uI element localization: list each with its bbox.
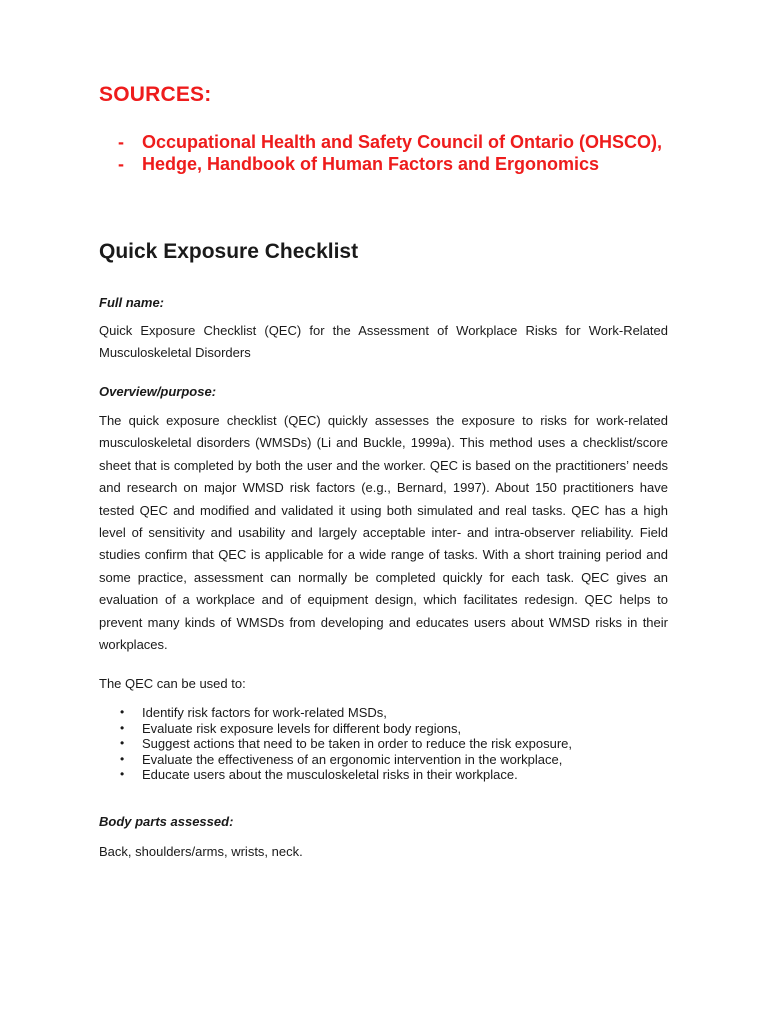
source-text: Occupational Health and Safety Council of Ontario (OHSCO), [142,132,663,152]
dash-bullet: - [118,132,124,152]
body-parts-text: Back, shoulders/arms, wrists, neck. [99,844,303,859]
source-text: Hedge, Handbook of Human Factors and Ergonomics [142,154,600,174]
body-parts-label: Body parts assessed: [99,814,234,829]
list-item [120,752,680,768]
list-item-text: Suggest actions that need to be taken in order to reduce the risk exposure, [142,736,572,751]
list-item [120,705,680,721]
list-item-text: Evaluate the effectiveness of an ergonomic intervention in the workplace, [142,751,563,767]
bullet-dot: • [120,720,125,735]
full-name-label: Full name: [99,295,165,310]
uses-intro: The QEC can be used to: [99,676,246,691]
page-title: Quick Exposure Checklist [99,240,359,263]
bullet-dot: • [120,736,125,750]
list-item [120,736,680,752]
list-item [120,767,680,783]
source-item [118,131,678,153]
overview-paragraph: The quick exposure checklist (QEC) quickly assesses the exposure to risks for work-related musculoskeletal disorders (WMSDs) (Li and Buckle, 1999a). This method uses a checklist/score sheet that is completed by both the user and the worker. QEC is based on the practitioners’ needs and research on major WMSD risk factors (e.g., Bernard, 1997). About 150 practitioners have tested QEC and modified and validated it using both simulated and real tasks. QEC has a high level of sensitivity and usability and largely acceptable inter- and intra-observer reliability. Field studies confirm that QEC is applicable for a wide range of tasks. With a short training period and some practice, assessment can normally be completed quickly for each task. QEC gives an evaluation of a workplace and of equipment design, which facilitates redesign. QEC helps to prevent many kinds of WMSDs from developing and educates users about WMSD risks in their workplaces. [99,413,668,653]
sources-list [118,131,678,175]
overview-label: Overview/purpose: [99,384,217,399]
bullet-dot: • [120,705,125,719]
list-item-text: Educate users about the musculoskeletal risks in their workplace. [142,767,518,782]
source-item [118,153,678,175]
full-name-text: Quick Exposure Checklist (QEC) for the Assessment of Workplace Risks for Work-Related Musculoskeletal Disorders [99,323,668,361]
list-item-text: Evaluate risk exposure levels for different body regions, [142,720,462,736]
dash-bullet: - [118,154,124,174]
list-item [120,721,680,737]
sources-heading: SOURCES: [99,83,212,106]
uses-list [120,705,680,783]
bullet-dot: • [120,767,125,781]
bullet-dot: • [120,751,125,766]
list-item-text: Identify risk factors for work-related MSDs, [142,705,387,720]
